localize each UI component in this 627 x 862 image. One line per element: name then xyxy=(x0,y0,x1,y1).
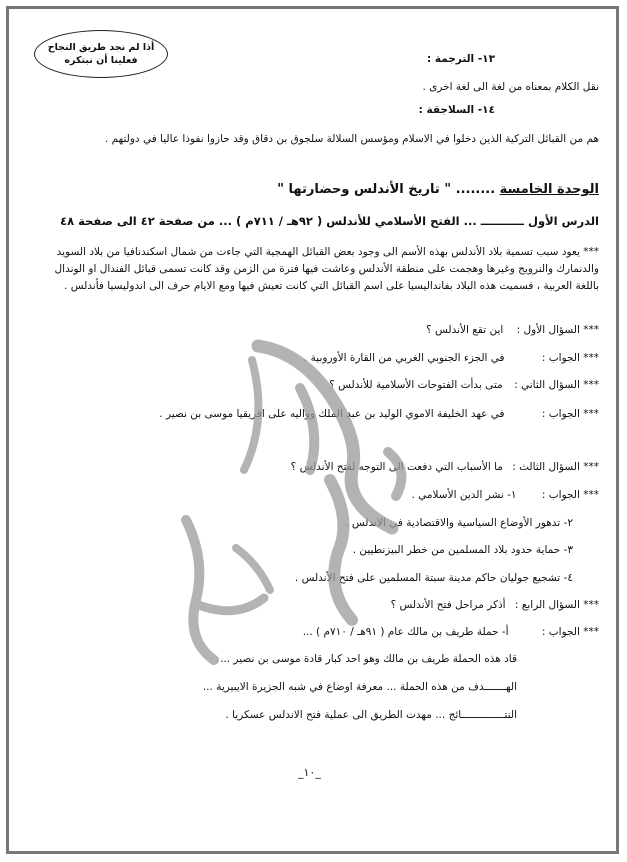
term13-definition: نقل الكلام بمعناه من لغة الى لغة اخرى . xyxy=(422,81,599,93)
q3-answer xyxy=(411,488,599,502)
unit-title: " تاريخ الأندلس وحضارتها " xyxy=(277,182,452,197)
q4-text: أذكر مراحل فتح الأندلس ؟ xyxy=(390,599,506,611)
q1-answer-label: *** الجواب : xyxy=(541,352,599,364)
unit-heading xyxy=(277,183,599,197)
q3-item-1: ١- نشر الدين الأسلامي . xyxy=(411,489,517,501)
q3-item-3: ٣- حماية حدود بلاد المسلمين من خطر البيزنطيين . xyxy=(352,544,573,556)
q4-detail-goal: الهـــــــدف من هذه الحملة ... معرفة اوضاع في شبه الجزيرة الايبيرية ... xyxy=(202,681,517,693)
q2-label: *** السؤال الثاني : xyxy=(514,379,599,391)
q1-question xyxy=(426,323,599,337)
q4-label: *** السؤال الرابع : xyxy=(514,599,599,611)
unit-label: الوحدة الخامسة xyxy=(499,182,599,197)
term13-heading: ١٣- الترجمة : xyxy=(426,53,495,65)
q1-text: اين تقع الأندلس ؟ xyxy=(426,324,504,336)
q4-answer-label: *** الجواب : xyxy=(541,626,599,638)
unit-dots: ........ xyxy=(455,182,496,197)
q2-answer-label: *** الجواب : xyxy=(541,408,599,420)
q3-text: ما الأسباب التي دفعت الى التوجه لفتح الأندلس ؟ xyxy=(290,461,503,473)
q3-answer-label: *** الجواب : xyxy=(541,489,599,501)
q2-answer xyxy=(159,407,599,421)
q4-answer xyxy=(303,625,599,639)
term14-definition: هم من القبائل التركية الذين دخلوا في الاسلام ومؤسس السلالة سلجوق بن دقاق وقد حازوا نفوذا عاليا في دولتهم . xyxy=(104,133,599,145)
lesson-heading: الدرس الأول ـــــــــــ ... الفتح الأسلامي للأندلس ( ٩٢هـ / ٧١١م ) ... من صفحة ٤٢ الى صفحة ٤٨ xyxy=(60,214,599,228)
q3-item-4: ٤- تشجيع جوليان حاكم مدينة سبتة المسلمين على فتح الأندلس . xyxy=(294,572,573,584)
page-number: _١٠_ xyxy=(298,766,321,779)
q2-question xyxy=(329,378,599,392)
q1-answer-text: في الجزء الجنوبي الغربي من القارة الأوروبية . xyxy=(304,352,505,364)
q3-item-2: ٢- تدهور الأوضاع السياسية والاقتصادية في الاندلس . xyxy=(345,517,573,529)
q1-label: *** السؤال الأول : xyxy=(516,324,599,336)
q2-answer-text: في عهد الخليفة الاموي الوليد بن عبد الملك وواليه على افريقيا موسى بن نصير . xyxy=(159,408,505,420)
q4-question xyxy=(391,598,599,612)
q3-label: *** السؤال الثالث : xyxy=(512,461,599,473)
q4-detail-leader: قاد هذه الحملة طريف بن مالك وهو احد كبار قادة موسى بن نصير ... xyxy=(220,653,517,665)
q4-detail-results: النتــــــــــــــائج ... مهدت الطريق الى عملية فتح الاندلس عسكريا . xyxy=(225,709,517,721)
q1-answer xyxy=(304,351,599,365)
motto-oval: أذا لم نجد طريق النجاح فعلينا أن نبتكره xyxy=(34,30,168,78)
q4-answer-text: أ- حملة طريف بن مالك عام ( ٩١هـ / ٧١٠م ) ... xyxy=(302,626,509,638)
q3-question xyxy=(291,460,599,474)
intro-paragraph: *** يعود سبب تسمية بلاد الأندلس بهذه الأسم الى وجود بعض القبائل الهمجية التي جاءت من شمال اسكندنافيا من بلاد السويد والدنمارك والنرويج وغيرها وهجمت على منطقة الأندلس وعاشت فيها فترة من الزمن وقد كانت تسمى قبائل الفندال او الوندال باللغة العربية ، فسميت هذه البلاد بفانداليسيا على اسم القبائل التي كانت تعيش فيها ومع الايام حرف الى اندوليسيا فأندلس . xyxy=(54,246,599,292)
q2-text: متى بدأت الفتوحات الأسلامية للأندلس ؟ xyxy=(329,379,503,391)
term14-heading: ١٤- السلاجقة : xyxy=(418,104,495,116)
